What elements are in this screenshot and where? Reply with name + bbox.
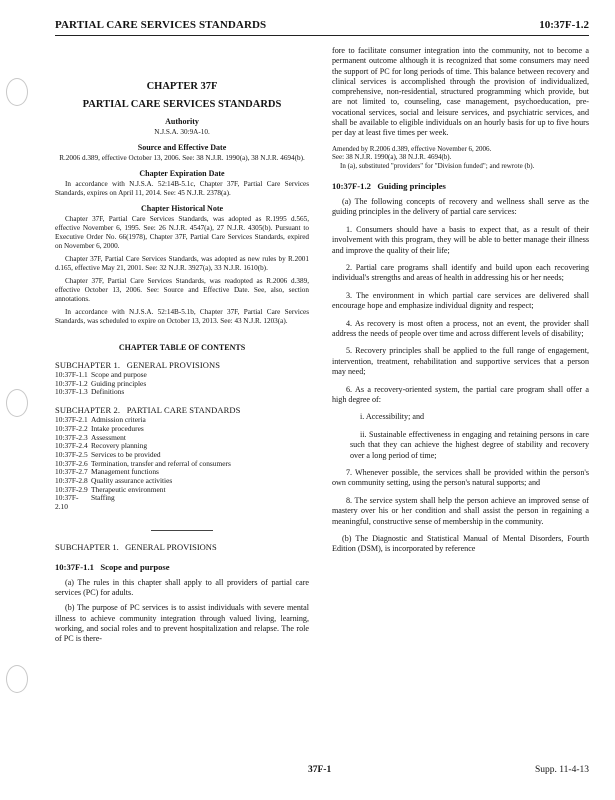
toc-title: CHAPTER TABLE OF CONTENTS: [118, 343, 246, 352]
toc-entry-number: 10:37F-1.2: [55, 378, 88, 388]
toc-entry[interactable]: [55, 388, 309, 397]
toc-entry-number: 10:37F-1.1: [55, 370, 88, 379]
punch-hole-middle: [6, 389, 28, 417]
principle-item: 7. Whenever possible, the services shall be provided within the person's own community setting, using the person's natural supports; and: [332, 468, 589, 488]
authority-heading: Authority: [165, 117, 199, 126]
amendment-citation: See: 38 N.J.R. 1990(a), 38 N.J.R. 4694(b).: [332, 153, 452, 162]
section-1-1-paragraph-b: (b) The purpose of PC services is to assist individuals with severe mental illness to achieve community integration through valued living, learning, working, and social roles and to prevent hospitalization and relapse. The role of PC is there-: [55, 603, 309, 644]
toc-entry-title: Therapeutic environment: [91, 484, 166, 494]
toc-entry-number: 10:37F-2.10: [55, 493, 79, 512]
toc-entry-number: 10:37F-2.5: [55, 449, 88, 459]
toc-entry-number: 10:37F-2.8: [55, 476, 88, 486]
left-column: [55, 46, 309, 645]
toc-entry-title: Guiding principles: [91, 378, 147, 388]
toc-entry-number: 10:37F-2.3: [55, 432, 88, 442]
toc-entry-title: Management functions: [91, 467, 159, 477]
principle-subitem: i. Accessibility; and: [360, 412, 425, 422]
history-heading: Chapter Historical Note: [140, 204, 224, 213]
supplement-date: Supp. 11-4-13: [534, 765, 589, 775]
toc-entry-number: 10:37F-2.6: [55, 458, 88, 468]
toc-entry-title: Admission criteria: [91, 415, 146, 425]
running-header: [55, 16, 589, 36]
toc-subchapter-1-list: [55, 371, 309, 397]
header-title: PARTIAL CARE SERVICES STANDARDS: [55, 19, 267, 31]
toc-entry[interactable]: [55, 494, 309, 511]
toc-entry-number: 10:37F-2.1: [55, 415, 88, 425]
chapter-title: CHAPTER 37F: [146, 81, 218, 92]
toc-entry-number: 10:37F-2.7: [55, 467, 88, 477]
section-1-2-title: 10:37F-1.2 Guiding principles: [332, 181, 446, 192]
toc-entry-title: Services to be provided: [91, 449, 161, 459]
section-1-2-paragraph-b: (b) The Diagnostic and Statistical Manual of Mental Disorders, Fourth Edition (DSM), is incorporated by reference: [332, 534, 589, 554]
section-1-1-title: 10:37F-1.1 Scope and purpose: [55, 561, 170, 572]
page-number: 37F-1: [308, 765, 332, 775]
principle-item: 1. Consumers should have a basis to expect that, as a result of their involvement with this program, they will be able to better manage their illness and improve the quality of their life;: [332, 224, 589, 255]
toc-entry-title: Intake procedures: [91, 423, 144, 433]
expiration-heading: Chapter Expiration Date: [139, 169, 225, 178]
section-1-2-paragraph-a: (a) The following concepts of recovery and wellness shall serve as the guiding principles in the delivery of partial care services:: [332, 197, 589, 217]
toc-entry-number: 10:37F-2.4: [55, 441, 88, 451]
toc-entry-title: Termination, transfer and referral of consumers: [91, 458, 231, 468]
history-note-3: Chapter 37F, Partial Care Services Standards, was readopted as R.2006 d.389, effective October 13, 2006. See: Source and Effective Date. See, also, section annotations.: [55, 277, 309, 303]
toc-entry-number: 10:37F-2.9: [55, 484, 88, 494]
punch-hole-top: [6, 78, 28, 106]
subchapter-1-heading: SUBCHAPTER 1. GENERAL PROVISIONS: [55, 541, 217, 552]
toc-entry-title: Scope and purpose: [91, 370, 147, 379]
header-section-number: 10:37F-1.2: [539, 19, 589, 31]
authority-text: N.J.S.A. 30:9A-10.: [154, 128, 210, 136]
punch-hole-bottom: [6, 665, 28, 693]
principle-item: 2. Partial care programs shall identify and build upon each recovering individual's strengths and areas of health in addressing his or her needs;: [332, 262, 589, 283]
section-divider: [151, 530, 213, 531]
history-note-4: In accordance with N.J.S.A. 52:14B-5.1b, Chapter 37F, Partial Care Services Standards, was scheduled to expire on October 13, 2013. See: 43 N.J.R. 1203(a).: [55, 308, 309, 325]
toc-entry-title: Quality assurance activities: [91, 476, 173, 486]
toc-entry-title: Recovery planning: [91, 441, 148, 451]
principle-item: 6. As a recovery-oriented system, the partial care program shall offer a high degree of:: [332, 384, 589, 405]
toc-entry-title: Definitions: [91, 387, 125, 397]
source-heading: Source and Effective Date: [137, 143, 227, 152]
toc-subchapter-2-list: [55, 416, 309, 512]
chapter-subtitle: PARTIAL CARE SERVICES STANDARDS: [82, 99, 282, 110]
section-1-1-continuation: fore to facilitate consumer integration into the community, not to become a permanent outcome although it is recognized that some consumers may need the support of PC for long periods of time. This balance between recovery and clinical services is accomplished through the provision of individualized, comprehensive, non-residential, structured programming which provide, but are not limited to, counseling, case management, psychoeducation, pre-vocational services, social and leisure services, and psychiatric services, and shall be available to eligible individuals on an hourly basis for up to five hours per day at least five times per week.: [332, 46, 589, 138]
toc-entry-title: Assessment: [91, 432, 126, 442]
toc-entry-title: Staffing: [91, 493, 115, 503]
right-column: [332, 46, 589, 555]
principle-subitem: ii. Sustainable effectiveness in engaging and retaining persons in care such that they can achieve the highest degree of stability and recovery over a long period of time;: [350, 429, 589, 460]
section-1-1-paragraph-a: (a) The rules in this chapter shall apply to all providers of partial care services (PC) for adults.: [55, 577, 309, 598]
principle-item: 4. As recovery is most often a process, not an event, the provider shall address the needs of people over time and across different levels of disability;: [332, 318, 589, 339]
history-note-1: Chapter 37F, Partial Care Services Standards, was adopted as R.1995 d.565, effective November 6, 1995. See: 26 N.J.R. 4547(a), 27 N.J.R. 4305(b). Pursuant to Executive Order No. 66(1978), Chapter 37F, Partial Care Services Standards, expired on November 6, 2000.: [55, 215, 309, 250]
amendment-note: Amended by R.2006 d.389, effective November 6, 2006.: [332, 144, 492, 153]
expiration-text: In accordance with N.J.S.A. 52:14B-5.1c, Chapter 37F, Partial Care Services Standards, expires on April 11, 2014. See: 45 N.J.R. 2378(a).: [55, 180, 309, 197]
toc-entry-number: 10:37F-2.2: [55, 423, 88, 433]
principle-item: 8. The service system shall help the person achieve an improved sense of mastery over his or her condition and shall assist the person in regaining a meaningful, constructive sense of membership in the community.: [332, 495, 589, 526]
principle-item: 3. The environment in which partial care services are delivered shall encourage hope and emphasize individual dignity and respect;: [332, 290, 589, 311]
toc-subchapter-2-heading: SUBCHAPTER 2. PARTIAL CARE STANDARDS: [55, 405, 241, 416]
amendment-detail: In (a), substituted "providers" for "Division funded"; and rewrote (b).: [340, 161, 535, 170]
page-footer: [55, 765, 589, 779]
toc-subchapter-1-heading: SUBCHAPTER 1. GENERAL PROVISIONS: [55, 360, 221, 370]
toc-entry-number: 10:37F-1.3: [55, 387, 88, 397]
history-note-2: Chapter 37F, Partial Care Services Standards, was adopted as new rules by R.2001 d.165, effective May 21, 2001. See: 32 N.J.R. 3927(a), 33 N.J.R. 1610(b).: [55, 255, 309, 272]
principle-item: 5. Recovery principles shall be applied to the full range of engagement, intervention, treatment, rehabilitation and supportive services that a person may need;: [332, 346, 589, 377]
source-text: R.2006 d.389, effective October 13, 2006. See: 38 N.J.R. 1990(a), 38 N.J.R. 4694(b).: [59, 154, 305, 162]
